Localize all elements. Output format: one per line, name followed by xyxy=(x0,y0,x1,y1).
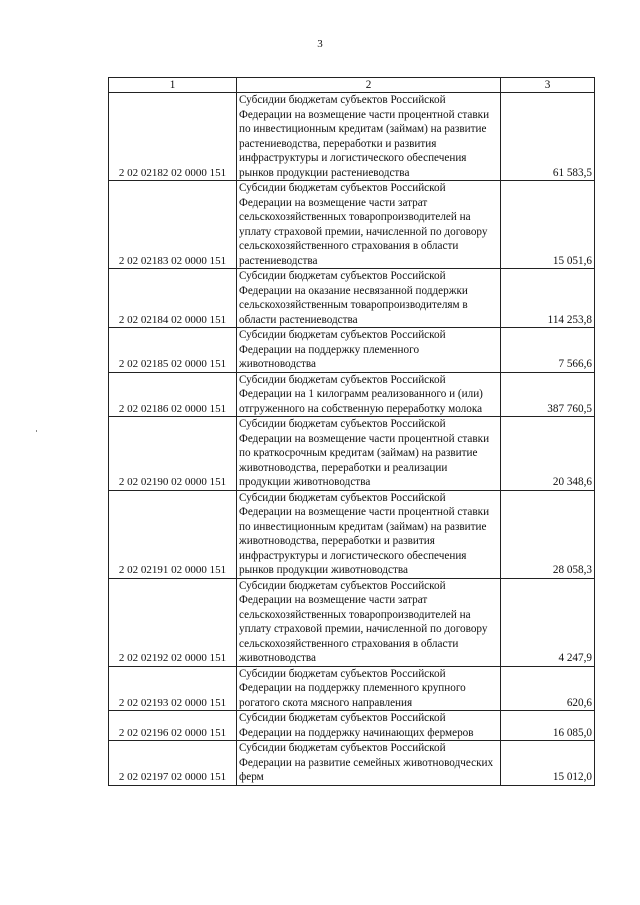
subsidy-name-cell: Субсидии бюджетам субъектов Российской Федерации на возмещение части процентной ставки по инвестиционным кредитам (займам) на развитие растениеводства, переработки и развития инфраструктуры и логистического обеспечения рынков продукции растениеводства xyxy=(237,93,501,181)
table-row xyxy=(109,328,595,373)
table-row xyxy=(109,578,595,666)
table-row xyxy=(109,372,595,417)
budget-code-cell: 2 02 02197 02 0000 151 xyxy=(109,741,237,786)
table-row xyxy=(109,490,595,578)
budget-code-cell: 2 02 02193 02 0000 151 xyxy=(109,666,237,711)
subsidy-name-cell: Субсидии бюджетам субъектов Российской Федерации на поддержку начинающих фермеров xyxy=(237,711,501,741)
subsidy-name-cell: Субсидии бюджетам субъектов Российской Федерации на 1 килограмм реализованного и (или) отгруженного на собственную переработку молока xyxy=(237,372,501,417)
amount-cell: 16 085,0 xyxy=(501,711,595,741)
amount-cell: 28 058,3 xyxy=(501,490,595,578)
amount-cell: 4 247,9 xyxy=(501,578,595,666)
budget-code-cell: 2 02 02185 02 0000 151 xyxy=(109,328,237,373)
table-row xyxy=(109,417,595,491)
table-row xyxy=(109,666,595,711)
table-row xyxy=(109,269,595,328)
scan-mark xyxy=(36,430,37,432)
amount-cell: 20 348,6 xyxy=(501,417,595,491)
amount-cell: 61 583,5 xyxy=(501,93,595,181)
subsidy-name-cell: Субсидии бюджетам субъектов Российской Федерации на поддержку племенного крупного рогатого скота мясного направления xyxy=(237,666,501,711)
table-body xyxy=(109,93,595,786)
table-row xyxy=(109,741,595,786)
subsidy-name-cell: Субсидии бюджетам субъектов Российской Федерации на возмещение части затрат сельскохозяйственных товаропроизводителей на уплату страховой премии, начисленной по договору сельскохозяйственного страхования в области растениеводства xyxy=(237,181,501,269)
table-row xyxy=(109,181,595,269)
budget-code-cell: 2 02 02186 02 0000 151 xyxy=(109,372,237,417)
amount-cell: 387 760,5 xyxy=(501,372,595,417)
column-header-name: 2 xyxy=(237,78,501,93)
budget-code-cell: 2 02 02183 02 0000 151 xyxy=(109,181,237,269)
budget-code-cell: 2 02 02191 02 0000 151 xyxy=(109,490,237,578)
page-number: 3 xyxy=(317,38,323,50)
subsidy-name-cell: Субсидии бюджетам субъектов Российской Федерации на возмещение части процентной ставки по инвестиционным кредитам (займам) на развитие животноводства, переработки и развития инфраструктуры и логистического обеспечения рынков продукции животноводства xyxy=(237,490,501,578)
budget-code-cell: 2 02 02190 02 0000 151 xyxy=(109,417,237,491)
amount-cell: 15 051,6 xyxy=(501,181,595,269)
column-header-amount: 3 xyxy=(501,78,595,93)
budget-code-cell: 2 02 02182 02 0000 151 xyxy=(109,93,237,181)
subsidy-name-cell: Субсидии бюджетам субъектов Российской Федерации на развитие семейных животноводческих ферм xyxy=(237,741,501,786)
amount-cell: 15 012,0 xyxy=(501,741,595,786)
subsidy-name-cell: Субсидии бюджетам субъектов Российской Федерации на поддержку племенного животноводства xyxy=(237,328,501,373)
subsidy-name-cell: Субсидии бюджетам субъектов Российской Федерации на оказание несвязанной поддержки сельскохозяйственным товаропроизводителям в области растениеводства xyxy=(237,269,501,328)
amount-cell: 7 566,6 xyxy=(501,328,595,373)
table-row xyxy=(109,711,595,741)
amount-cell: 620,6 xyxy=(501,666,595,711)
column-header-code: 1 xyxy=(109,78,237,93)
amount-cell: 114 253,8 xyxy=(501,269,595,328)
budget-code-cell: 2 02 02184 02 0000 151 xyxy=(109,269,237,328)
budget-table xyxy=(108,77,595,786)
subsidy-name-cell: Субсидии бюджетам субъектов Российской Федерации на возмещение части затрат сельскохозяйственных товаропроизводителей на уплату страховой премии, начисленной по договору сельскохозяйственного страхования в области животноводства xyxy=(237,578,501,666)
subsidy-name-cell: Субсидии бюджетам субъектов Российской Федерации на возмещение части процентной ставки по краткосрочным кредитам (займам) на развитие животноводства, переработки и реализации продукции животноводства xyxy=(237,417,501,491)
table-header-row xyxy=(109,78,595,93)
budget-code-cell: 2 02 02192 02 0000 151 xyxy=(109,578,237,666)
budget-code-cell: 2 02 02196 02 0000 151 xyxy=(109,711,237,741)
table-row xyxy=(109,93,595,181)
